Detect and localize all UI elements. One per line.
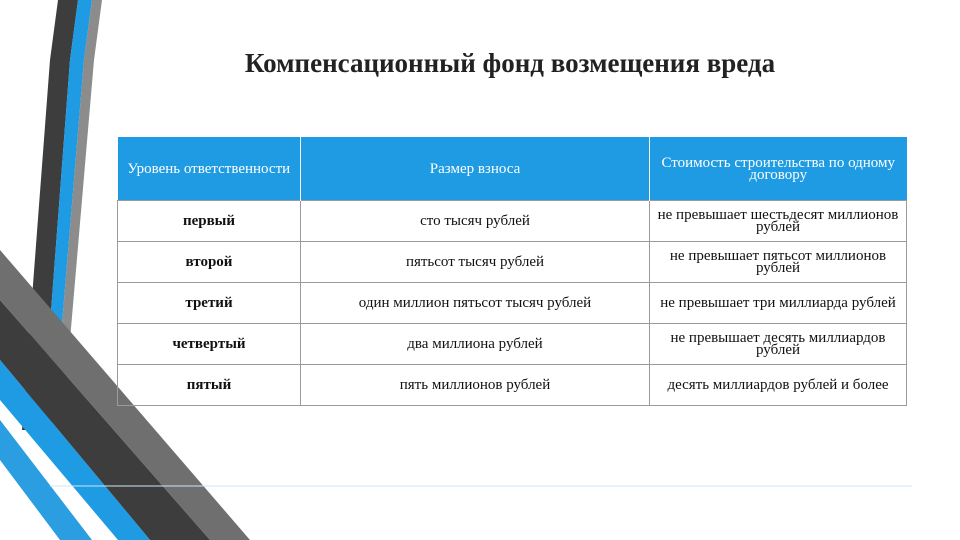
cell-contribution: пять миллионов рублей [301,365,650,406]
contribution-table [117,137,907,406]
table-row [118,365,907,406]
cell-level: второй [118,242,301,283]
table-header-row [118,137,907,201]
table-row [118,324,907,365]
table-row [118,283,907,324]
cell-contribution: два миллиона рублей [301,324,650,365]
cell-cost: десять миллиардов рублей и более [650,365,907,406]
cell-cost: не превышает три миллиарда рублей [650,283,907,324]
slide-title: Компенсационный фонд возмещения вреда [244,48,776,78]
cell-cost: не превышает шестьдесят миллионов рублей [650,201,907,242]
header-construction-cost: Стоимость строительства по одному договору [650,137,907,201]
cell-level: пятый [118,365,301,406]
cell-cost: не превышает пятьсот миллионов рублей [650,242,907,283]
cell-level: третий [118,283,301,324]
header-level: Уровень ответственности [118,137,301,201]
cell-contribution: один миллион пятьсот тысяч рублей [301,283,650,324]
cell-level: четвертый [118,324,301,365]
table-row [118,201,907,242]
header-contribution: Размер взноса [301,137,650,201]
cell-cost: не превышает десять миллиардов рублей [650,324,907,365]
cell-level: первый [118,201,301,242]
cell-contribution: сто тысяч рублей [301,201,650,242]
table-row [118,242,907,283]
cell-contribution: пятьсот тысяч рублей [301,242,650,283]
